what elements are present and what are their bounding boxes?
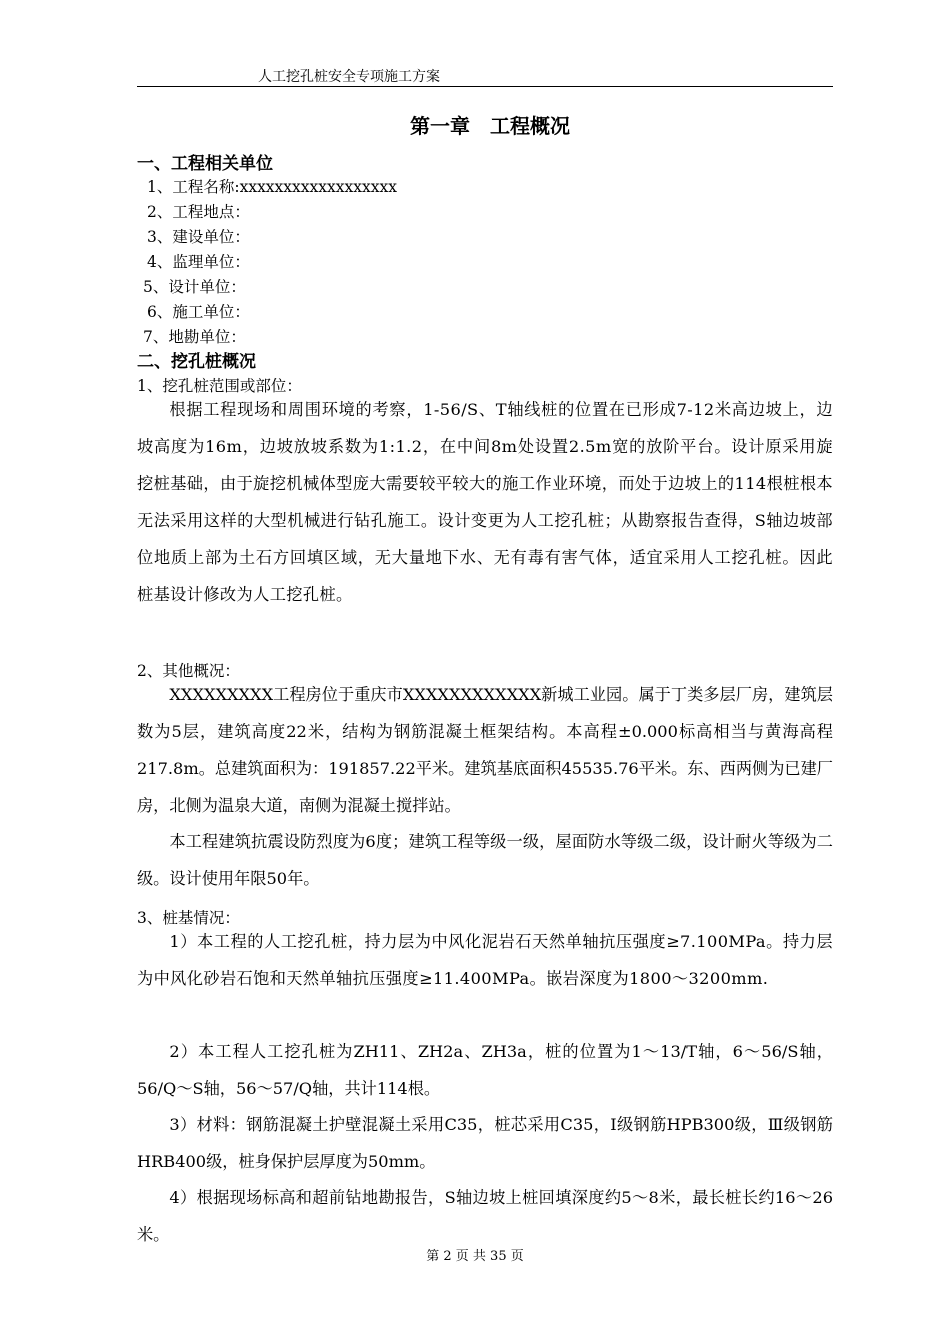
construction-unit-line: 6、施工单位：	[147, 303, 250, 321]
running-header: 人工挖孔桩安全专项施工方案	[258, 69, 440, 85]
survey-unit-line: 7、地勘单位：	[143, 328, 246, 346]
supervisor-unit-line: 4、监理单位：	[147, 253, 250, 271]
pile-foundation-subheading: 3、桩基情况：	[137, 909, 240, 927]
header-rule	[137, 86, 833, 87]
building-overview-paragraph: XXXXXXXXX工程房位于重庆市XXXXXXXXXXXX新城工业园。属于丁类多层厂房，建筑层数为5层，建筑高度22米，结构为钢筋混凝土框架结构。本高程±0.000标高相当与黄海高程217.8m。总建筑面积为：191857.22平米。建筑基底面积45535.76平米。东、西两侧为已建厂房，北侧为温泉大道，南侧为混凝土搅拌站。	[137, 685, 833, 815]
chapter-title: 第一章 工程概况	[410, 114, 570, 138]
owner-unit-line: 3、建设单位：	[147, 228, 250, 246]
pile-types-paragraph: 2）本工程人工挖孔桩为ZH11、ZH2a、ZH3a，桩的位置为1～13/T轴，6～56/S轴，56/Q～S轴，56～57/Q轴，共计114根。	[137, 1042, 833, 1098]
other-overview-subheading: 2、其他概况：	[137, 662, 240, 680]
pile-scope-paragraph: 根据工程现场和周围环境的考察，1-56/S、T轴线桩的位置在已形成7-12米高边坡上，边坡高度为16m，边坡放坡系数为1:1.2，在中间8m处设置2.5m宽的放阶平台。设计原采用旋挖桩基础，由于旋挖机械体型庞大需要较平较大的施工作业环境，而处于边坡上的114根桩根本无法采用这样的大型机械进行钻孔施工。设计变更为人工挖孔桩；从勘察报告查得，S轴边坡部位地质上部为土石方回填区域，无大量地下水、无有毒有害气体，适宜采用人工挖孔桩。因此桩基设计修改为人工挖孔桩。	[137, 400, 833, 604]
section2-heading: 二、挖孔桩概况	[137, 352, 256, 372]
materials-paragraph: 3）材料：钢筋混凝土护壁混凝土采用C35，桩芯采用C35，Ⅰ级钢筋HPB300级，Ⅲ级钢筋HRB400级，桩身保护层厚度为50mm。	[137, 1115, 833, 1171]
project-location-line: 2、工程地点：	[147, 203, 250, 221]
section1-heading: 一、工程相关单位	[137, 154, 273, 174]
seismic-fire-paragraph: 本工程建筑抗震设防烈度为6度；建筑工程等级一级，屋面防水等级二级，设计耐火等级为二级。设计使用年限50年。	[137, 832, 833, 888]
page-footer: 第 2 页 共 35 页	[426, 1249, 524, 1264]
design-unit-line: 5、设计单位：	[143, 278, 246, 296]
pile-scope-subheading: 1、挖孔桩范围或部位：	[137, 377, 302, 395]
project-name-line: 1、工程名称:xxxxxxxxxxxxxxxxxx	[147, 178, 397, 196]
bearing-layer-paragraph: 1）本工程的人工挖孔桩，持力层为中风化泥岩石天然单轴抗压强度≥7.100MPa。持力层为中风化砂岩石饱和天然单轴抗压强度≥11.400MPa。嵌岩深度为1800～3200mm.	[137, 932, 833, 988]
fill-depth-paragraph: 4）根据现场标高和超前钻地勘报告，S轴边坡上桩回填深度约5～8米，最长桩长约16～26米。	[137, 1188, 833, 1244]
